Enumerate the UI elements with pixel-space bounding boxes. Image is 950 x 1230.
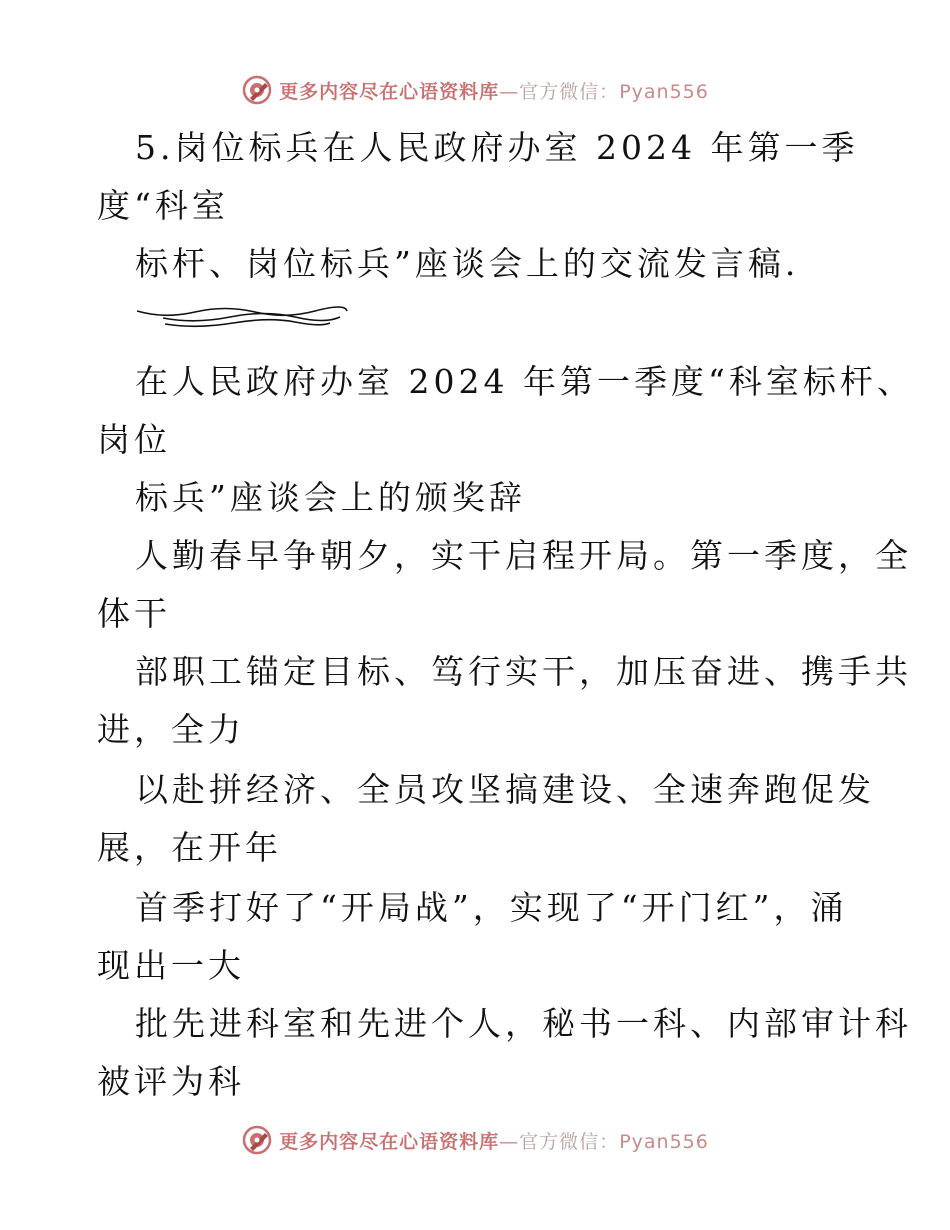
- text-line: 批先进科室和先进个人，秘书一科、内部审计科: [135, 1004, 912, 1043]
- text-line: 部职工锚定目标、笃行实干，加压奋进、携手共: [135, 652, 912, 691]
- text-line: 在人民政府办室 2024 年第一季度“科室标杆、: [135, 362, 914, 401]
- watermark-text: 更多内容尽在心语资料库—官方微信：Pyan556: [279, 1130, 709, 1153]
- text-line: 首季打好了“开局战”，实现了“开门红”，涌: [135, 888, 848, 927]
- text-line: 岗位: [97, 420, 171, 459]
- watermark-footer: [0, 1120, 950, 1160]
- wavy-divider-icon: [135, 305, 350, 330]
- text-line: 5.岗位标兵在人民政府办室 2024 年第一季: [135, 128, 859, 167]
- text-line: 被评为科: [97, 1062, 245, 1101]
- watermark-text: 更多内容尽在心语资料库—官方微信：Pyan556: [279, 80, 709, 103]
- text-line: 进，全力: [97, 710, 245, 749]
- text-line: 体干: [97, 594, 171, 633]
- text-line: 人勤春早争朝夕，实干启程开局。第一季度，全: [135, 536, 912, 575]
- text-line: 度“科室: [97, 186, 229, 225]
- text-line: 以赴拼经济、全员攻坚搞建设、全速奔跑促发: [135, 770, 875, 809]
- text-line: 现出一大: [97, 946, 245, 985]
- text-line: 标兵”座谈会上的颁奖辞: [135, 478, 526, 517]
- pen-logo-icon: [241, 1124, 273, 1156]
- text-line: 展，在开年: [97, 828, 282, 867]
- text-line: 标杆、岗位标兵”座谈会上的交流发言稿.: [135, 244, 800, 283]
